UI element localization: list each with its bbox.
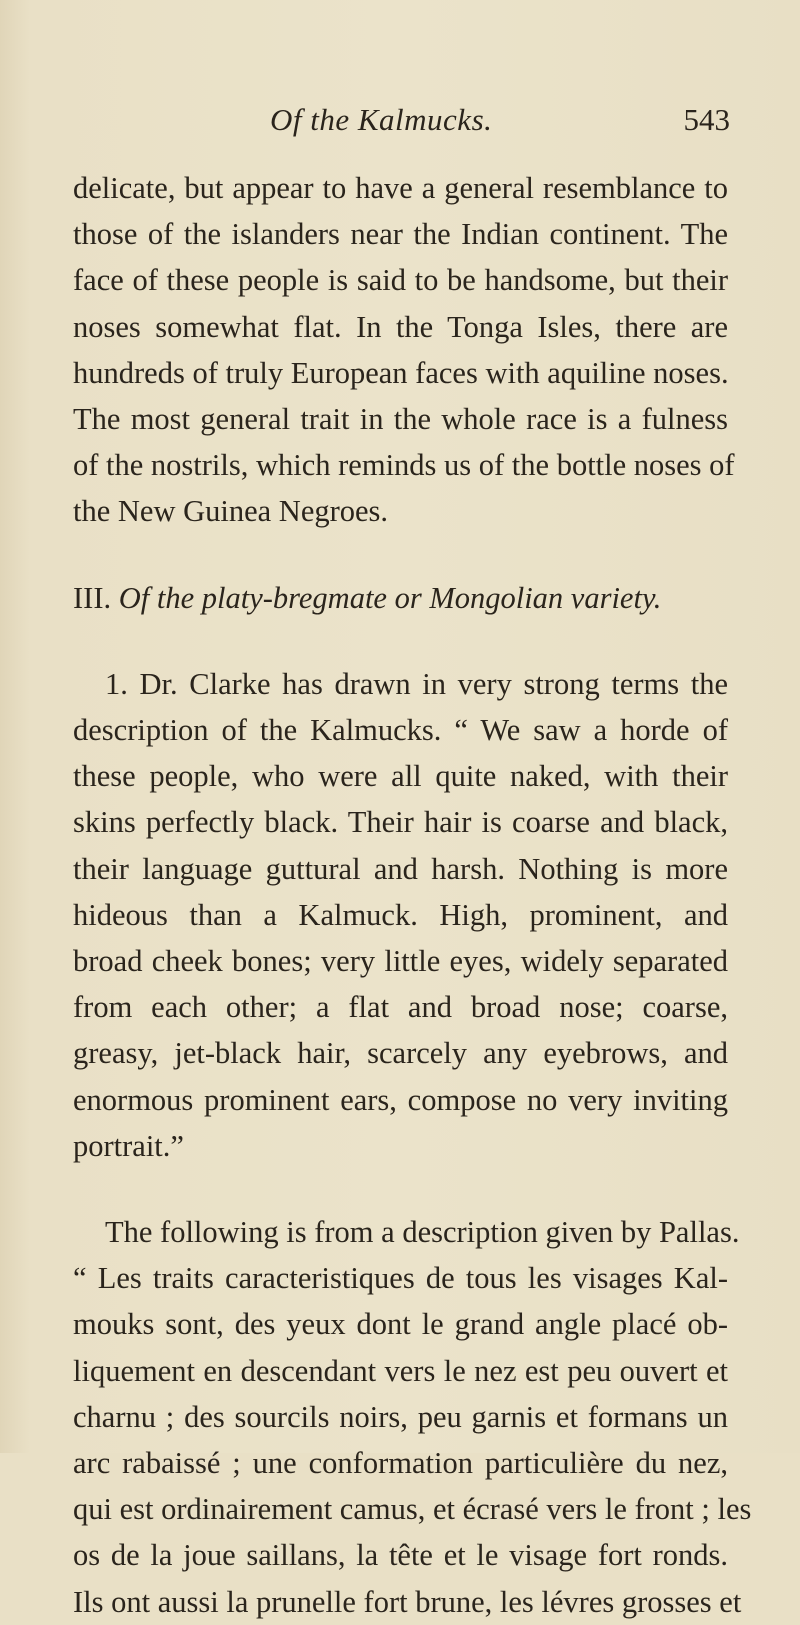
- paragraph-3: [73, 1209, 752, 1625]
- text-line: broad cheek bones; very little eyes, widely separated: [73, 944, 728, 979]
- text-line: portrait.”: [73, 1128, 184, 1163]
- text-line: the New Guinea Negroes.: [73, 494, 389, 529]
- text-line: of the nostrils, which reminds us of the bottle noses of: [73, 448, 735, 483]
- text-line: their language guttural and harsh. Nothing is more: [73, 851, 728, 886]
- text-line: qui est ordinairement camus, et écrasé vers le front ; les: [73, 1492, 752, 1527]
- text-line: The following is from a description given by Pallas.: [105, 1215, 740, 1250]
- paragraph-1: [73, 165, 735, 535]
- section-title: Of the platy-bregmate or Mongolian variety.: [118, 580, 662, 615]
- text-line: enormous prominent ears, compose no very inviting: [73, 1082, 728, 1117]
- spacer: [73, 1169, 728, 1209]
- section-numeral: III.: [73, 580, 112, 615]
- section-heading: [73, 575, 728, 621]
- text-line: Ils ont aussi la prunelle fort brune, les lévres grosses et: [73, 1584, 742, 1619]
- spacer: [73, 535, 728, 575]
- text-line: arc rabaissé ; une conformation particulière du nez,: [73, 1446, 728, 1481]
- page-header: [70, 100, 760, 144]
- text-line: description of the Kalmucks. “ We saw a horde of: [73, 713, 728, 748]
- text-line: os de la joue saillans, la tête et le visage fort ronds.: [73, 1538, 728, 1573]
- text-line: these people, who were all quite naked, with their: [73, 759, 728, 794]
- text-line: charnu ; des sourcils noirs, peu garnis et formans un: [73, 1399, 728, 1434]
- running-title: Of the Kalmucks.: [270, 102, 493, 137]
- text-line: mouks sont, des yeux dont le grand angle placé ob-: [73, 1307, 728, 1342]
- text-line: face of these people is said to be handsome, but their: [73, 263, 728, 298]
- text-line: from each other; a flat and broad nose; coarse,: [73, 990, 728, 1025]
- spacer: [73, 621, 728, 661]
- text-line: 1. Dr. Clarke has drawn in very strong terms the: [105, 666, 728, 701]
- page-number: 543: [683, 102, 730, 137]
- text-line: skins perfectly black. Their hair is coarse and black,: [73, 805, 728, 840]
- text-line: “ Les traits caracteristiques de tous les visages Kal-: [73, 1261, 728, 1296]
- text-line: greasy, jet-black hair, scarcely any eyebrows, and: [73, 1036, 728, 1071]
- body-text: [73, 165, 752, 1625]
- text-line: hundreds of truly European faces with aquiline noses.: [73, 355, 729, 390]
- text-line: noses somewhat flat. In the Tonga Isles, there are: [73, 309, 728, 344]
- paragraph-2: [73, 661, 728, 1169]
- text-line: those of the islanders near the Indian continent. The: [73, 217, 728, 252]
- text-line: The most general trait in the whole race is a fulness: [73, 402, 728, 437]
- text-line: liquement en descendant vers le nez est peu ouvert et: [73, 1353, 728, 1388]
- text-line: hideous than a Kalmuck. High, prominent, and: [73, 897, 728, 932]
- text-line: delicate, but appear to have a general resemblance to: [73, 171, 728, 205]
